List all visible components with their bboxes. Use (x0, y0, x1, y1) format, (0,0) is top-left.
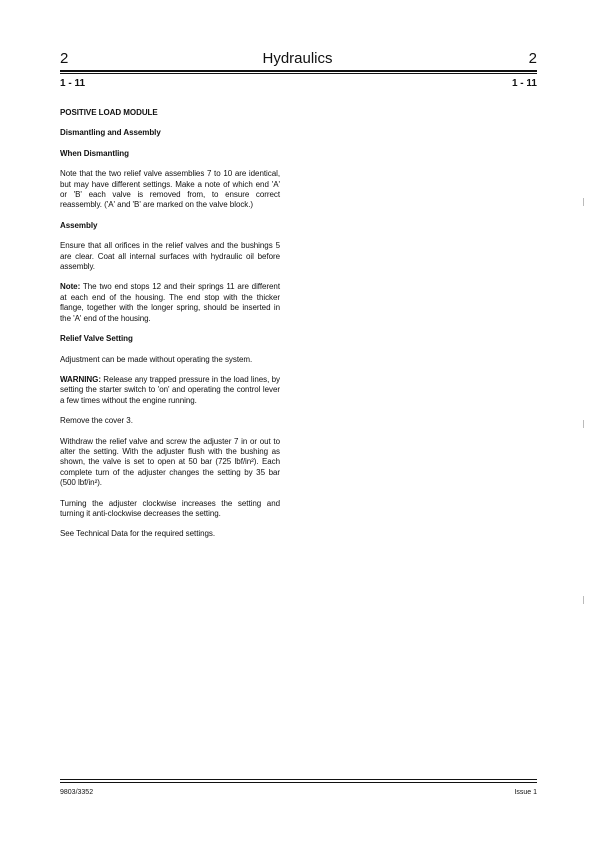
paragraph-remove-cover: Remove the cover 3. (60, 416, 133, 426)
section-number-left: 2 (60, 50, 69, 67)
header-rule-thin (60, 73, 537, 74)
section-title: Hydraulics (262, 50, 333, 67)
warning-label: WARNING: (60, 374, 101, 384)
warning-text: Release any trapped pressure in the load lines, by setting the starter switch to 'on' and operating the control lever a few times without the engine running. (60, 374, 280, 405)
heading-positive-load-module: POSITIVE LOAD MODULE (60, 108, 158, 117)
paragraph-adjustment: Adjustment can be made without operating the system. (60, 354, 253, 364)
margin-tick (583, 420, 584, 428)
heading-when-dismantling: When Dismantling (60, 148, 129, 158)
paragraph-assembly: Ensure that all orifices in the relief valves and the bushings 5 are clear. Coat all internal surfaces with hydraulic oil before assembly. (60, 241, 280, 272)
note-label: Note: (60, 282, 81, 292)
issue-label: Issue 1 (514, 789, 537, 796)
paragraph-note (60, 282, 280, 324)
heading-assembly: Assembly (60, 220, 98, 230)
paragraph-see-technical-data: See Technical Data for the required settings. (60, 529, 216, 539)
margin-tick (583, 596, 584, 604)
paragraph-turning: Turning the adjuster clockwise increases the setting and turning it anti-clockwise decreases the setting. (60, 498, 280, 518)
paragraph-withdraw: Withdraw the relief valve and screw the adjuster 7 in or out to alter the setting. With the adjuster flush with the bushing as shown, the valve is set to open at 50 bar (725 lbf/in²). Each complete turn of the adjuster changes the setting by 35 bar (500 lbf/in²). (60, 436, 280, 488)
note-text: The two end stops 12 and their springs 11 are different at each end of the housing. The end stop with the thicker flange, together with the longer spring, should be inserted in the 'A' end of the housing. (60, 282, 280, 323)
document-number: 9803/3352 (60, 789, 94, 796)
page-number-left: 1 - 11 (60, 78, 86, 89)
heading-relief-valve-setting: Relief Valve Setting (60, 334, 133, 344)
paragraph-warning (60, 375, 280, 406)
page-number-right: 1 - 11 (511, 78, 537, 89)
header-rule (60, 70, 537, 72)
margin-tick (583, 198, 584, 206)
footer-rule-second (60, 782, 537, 783)
heading-dismantling-assembly: Dismantling and Assembly (60, 128, 161, 138)
paragraph-dismantling: Note that the two relief valve assemblies 7 to 10 are identical, but may have different settings. Make a note of which end 'A' or 'B' each valve is removed from, to ensure correct reassembly. ('A' and 'B' are marked on the valve block.) (60, 169, 280, 210)
section-number-right: 2 (528, 50, 537, 67)
page-content (60, 108, 280, 550)
footer-rule (60, 779, 537, 780)
